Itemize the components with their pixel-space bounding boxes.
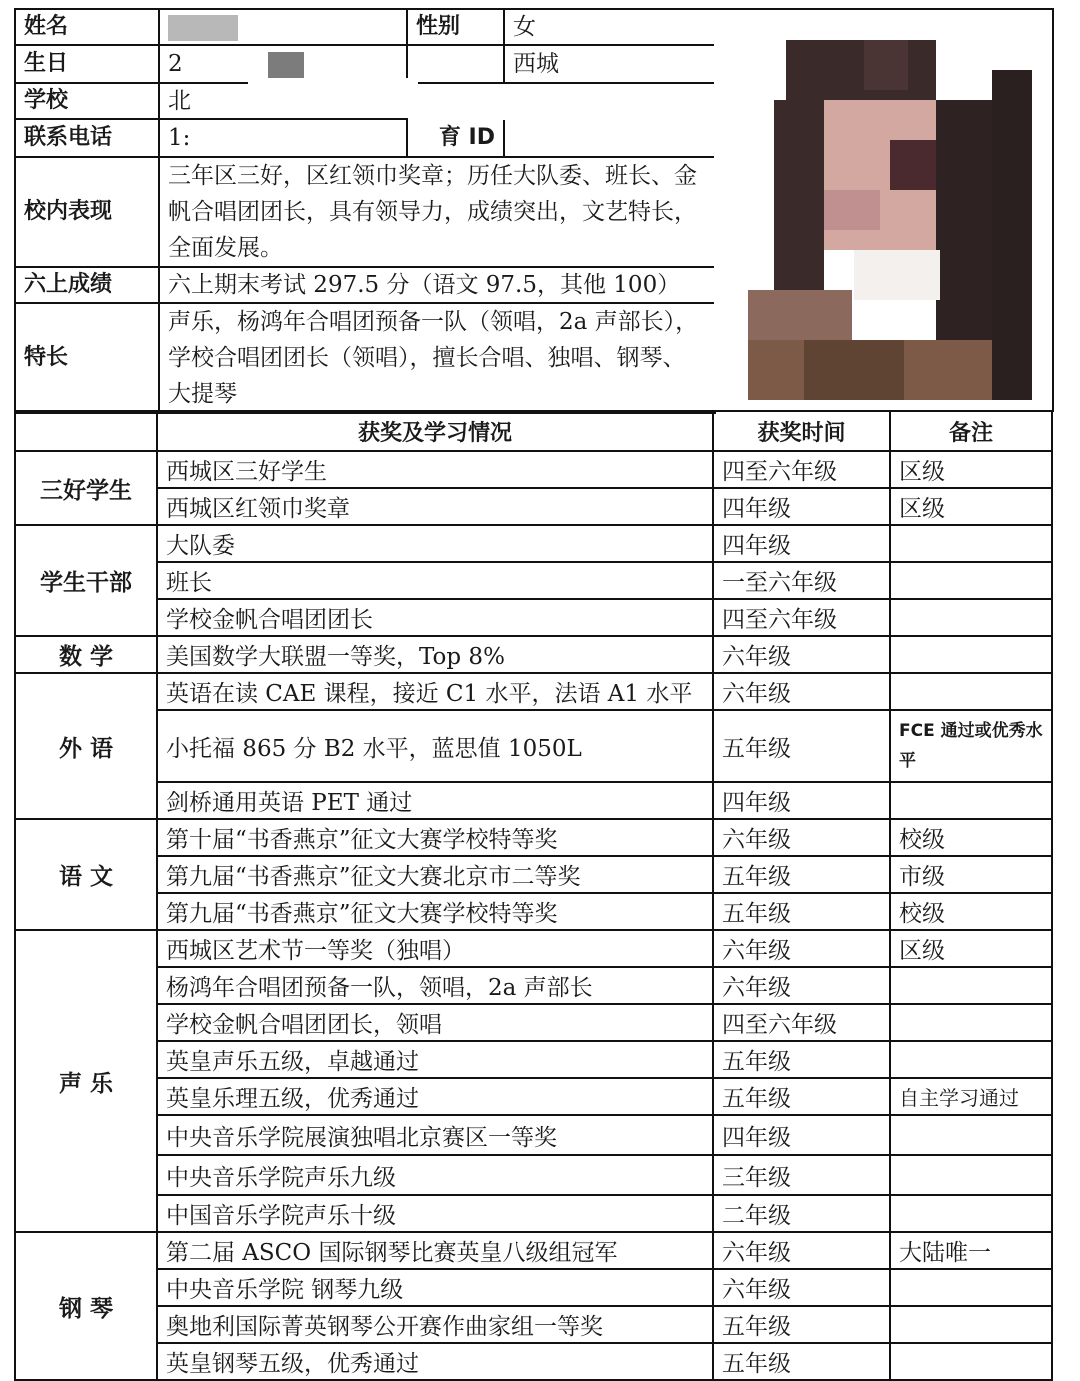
award-time: 四年级 xyxy=(713,1115,890,1155)
award-note: 自主学习通过 xyxy=(890,1078,1052,1115)
birthday-label: 生日 xyxy=(15,45,159,83)
award-note xyxy=(890,1195,1052,1232)
awards-header-time: 获奖时间 xyxy=(713,411,890,451)
category-vocal: 声 乐 xyxy=(15,930,157,1232)
award-note xyxy=(890,562,1052,599)
award-time: 六年级 xyxy=(713,636,890,673)
award-text: 西城区艺术节一等奖（独唱） xyxy=(157,930,713,967)
name-label: 姓名 xyxy=(15,9,159,45)
award-time: 二年级 xyxy=(713,1195,890,1232)
award-text: 大队委 xyxy=(157,525,713,562)
award-note xyxy=(890,967,1052,1004)
award-text: 剑桥通用英语 PET 通过 xyxy=(157,782,713,819)
birthday-value: 2 xyxy=(159,45,407,83)
award-text: 英皇钢琴五级，优秀通过 xyxy=(157,1343,713,1380)
award-time: 六年级 xyxy=(713,930,890,967)
category-chinese: 语 文 xyxy=(15,819,157,930)
phone-value: 1: xyxy=(159,119,407,157)
award-time: 六年级 xyxy=(713,673,890,710)
category-math: 数 学 xyxy=(15,636,157,673)
category-cadre: 学生干部 xyxy=(15,525,157,636)
award-text: 第九届“书香燕京”征文大赛北京市二等奖 xyxy=(157,856,713,893)
award-text: 杨鸿年合唱团预备一队，领唱，2a 声部长 xyxy=(157,967,713,1004)
award-time: 四至六年级 xyxy=(713,1004,890,1041)
award-time: 六年级 xyxy=(713,1269,890,1306)
district-label-redacted xyxy=(407,45,504,83)
award-text: 学校金帆合唱团团长 xyxy=(157,599,713,636)
award-text: 中央音乐学院声乐九级 xyxy=(157,1155,713,1195)
award-note xyxy=(890,1115,1052,1155)
award-time: 四年级 xyxy=(713,488,890,525)
award-text: 小托福 865 分 B2 水平，蓝思值 1050L xyxy=(157,710,713,782)
performance-label: 校内表现 xyxy=(15,157,159,267)
award-time: 五年级 xyxy=(713,1078,890,1115)
award-text: 中央音乐学院 钢琴九级 xyxy=(157,1269,713,1306)
award-note: 校级 xyxy=(890,819,1052,856)
award-time: 五年级 xyxy=(713,1306,890,1343)
performance-text: 三年区三好，区红领巾奖章；历任大队委、班长、金帆合唱团团长，具有领导力，成绩突出，文艺特长，全面发展。 xyxy=(159,157,715,267)
award-time: 四年级 xyxy=(713,782,890,819)
award-time: 四至六年级 xyxy=(713,451,890,488)
award-note xyxy=(890,673,1052,710)
award-text: 中国音乐学院声乐十级 xyxy=(157,1195,713,1232)
redaction-block xyxy=(268,52,304,78)
award-note: 区级 xyxy=(890,488,1052,525)
award-text: 第二届 ASCO 国际钢琴比赛英皇八级组冠军 xyxy=(157,1232,713,1269)
awards-table xyxy=(14,410,1053,1381)
award-time: 六年级 xyxy=(713,819,890,856)
award-note xyxy=(890,636,1052,673)
award-note xyxy=(890,525,1052,562)
grades-label: 六上成绩 xyxy=(15,267,159,303)
award-note xyxy=(890,1269,1052,1306)
gender-value: 女 xyxy=(504,9,715,45)
gender-label: 性别 xyxy=(407,9,504,45)
award-note xyxy=(890,782,1052,819)
phone-label: 联系电话 xyxy=(15,119,159,157)
student-photo-pixelated xyxy=(714,8,1054,412)
school-value: 北 xyxy=(159,83,407,119)
award-note xyxy=(890,1155,1052,1195)
redaction-block xyxy=(168,15,238,41)
award-time: 五年级 xyxy=(713,1343,890,1380)
award-note: 大陆唯一 xyxy=(890,1232,1052,1269)
award-text: 学校金帆合唱团团长，领唱 xyxy=(157,1004,713,1041)
award-text: 班长 xyxy=(157,562,713,599)
awards-header-title: 获奖及学习情况 xyxy=(157,411,713,451)
award-note: 市级 xyxy=(890,856,1052,893)
award-text: 英皇声乐五级，卓越通过 xyxy=(157,1041,713,1078)
award-time: 六年级 xyxy=(713,967,890,1004)
award-note xyxy=(890,599,1052,636)
award-time: 五年级 xyxy=(713,893,890,930)
specialty-text: 声乐，杨鸿年合唱团预备一队（领唱，2a 声部长），学校合唱团团长（领唱），擅长合唱、独唱、钢琴、大提琴 xyxy=(159,303,715,413)
award-time: 四至六年级 xyxy=(713,599,890,636)
award-time: 五年级 xyxy=(713,856,890,893)
award-note: 区级 xyxy=(890,451,1052,488)
award-text: 西城区红领巾奖章 xyxy=(157,488,713,525)
award-note xyxy=(890,1306,1052,1343)
student-id-label: 育 ID xyxy=(407,119,504,157)
awards-header-note: 备注 xyxy=(890,411,1052,451)
category-foreign-language: 外 语 xyxy=(15,673,157,819)
award-text: 中央音乐学院展演独唱北京赛区一等奖 xyxy=(157,1115,713,1155)
category-piano: 钢 琴 xyxy=(15,1232,157,1380)
award-note: 校级 xyxy=(890,893,1052,930)
award-text: 美国数学大联盟一等奖，Top 8% xyxy=(157,636,713,673)
award-note xyxy=(890,1004,1052,1041)
award-time: 四年级 xyxy=(713,525,890,562)
award-note: FCE 通过或优秀水平 xyxy=(890,710,1052,782)
award-note xyxy=(890,1343,1052,1380)
award-text: 英语在读 CAE 课程，接近 C1 水平，法语 A1 水平 xyxy=(157,673,713,710)
grades-text: 六上期末考试 297.5 分（语文 97.5，其他 100） xyxy=(159,267,715,303)
award-text: 第九届“书香燕京”征文大赛学校特等奖 xyxy=(157,893,713,930)
district-value: 西城 xyxy=(504,45,715,83)
award-time: 五年级 xyxy=(713,710,890,782)
award-text: 西城区三好学生 xyxy=(157,451,713,488)
award-text: 奥地利国际菁英钢琴公开赛作曲家组一等奖 xyxy=(157,1306,713,1343)
award-time: 一至六年级 xyxy=(713,562,890,599)
award-time: 五年级 xyxy=(713,1041,890,1078)
award-note xyxy=(890,1041,1052,1078)
student-id-value-redacted xyxy=(504,119,715,157)
category-sanhao: 三好学生 xyxy=(15,451,157,525)
award-text: 第十届“书香燕京”征文大赛学校特等奖 xyxy=(157,819,713,856)
award-time: 六年级 xyxy=(713,1232,890,1269)
specialty-label: 特长 xyxy=(15,303,159,413)
school-label: 学校 xyxy=(15,83,159,119)
award-text: 英皇乐理五级，优秀通过 xyxy=(157,1078,713,1115)
award-time: 三年级 xyxy=(713,1155,890,1195)
profile-table xyxy=(14,8,716,414)
award-note: 区级 xyxy=(890,930,1052,967)
name-value-redacted xyxy=(159,9,407,45)
